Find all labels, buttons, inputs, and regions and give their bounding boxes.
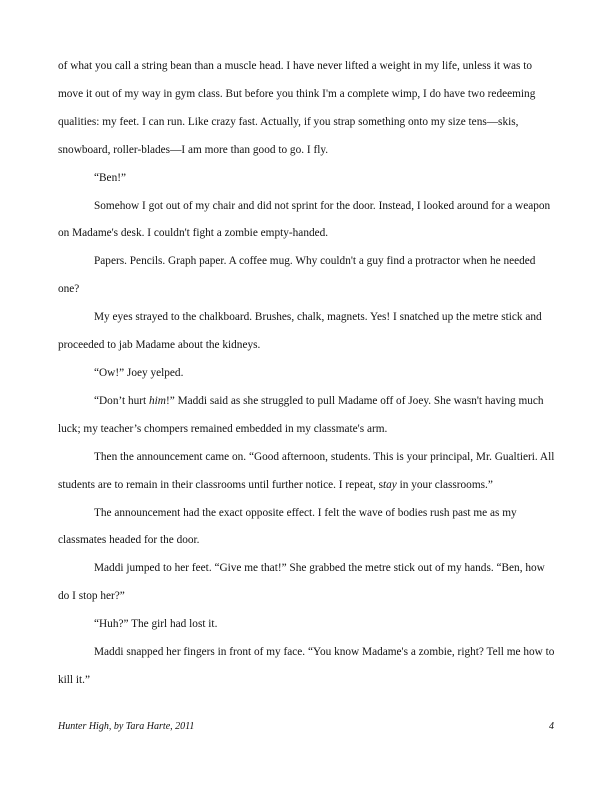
text-run: in your classrooms.” — [396, 478, 493, 491]
paragraph — [58, 388, 558, 444]
text-run: Papers. Pencils. Graph paper. A coffee mug. Why couldn't a guy find a protractor when he needed one? — [58, 255, 536, 296]
text-run: “Don’t hurt — [94, 394, 150, 407]
paragraph — [58, 165, 558, 193]
text-run: of what you call a string bean than a muscle head. I have never lifted a weight in my life, unless it was to move it out of my way in gym class. But before you think I'm a complete wimp, I do have two redeeming qualities: my feet. I can run. Like crazy fast. Actually, if you strap something onto my size tens—skis, snowboard, roller-blades—I am more than good to go. I fly. — [58, 60, 536, 156]
text-run: My eyes strayed to the chalkboard. Brushes, chalk, magnets. Yes! I snatched up the metre stick and proceeded to jab Madame about the kidneys. — [58, 311, 542, 352]
page-footer — [58, 721, 554, 732]
body-text — [58, 53, 558, 695]
text-run: Then the announcement came on. “Good afternoon, students. This is your principal, Mr. Gualtieri. All students are to remain in their classrooms until further notice. I repeat, s — [58, 450, 555, 491]
footer-title: Hunter High, by Tara Harte, 2011 — [58, 721, 195, 732]
text-run: “Ow!” Joey yelped. — [94, 366, 184, 379]
text-run: “Huh?” The girl had lost it. — [94, 618, 218, 631]
paragraph — [58, 500, 558, 556]
emphasis-text: tay — [383, 478, 397, 491]
paragraph — [58, 53, 558, 165]
paragraph — [58, 611, 558, 639]
paragraph — [58, 444, 558, 500]
paragraph — [58, 639, 558, 695]
text-run: Maddi snapped her fingers in front of my face. “You know Madame's a zombie, right? Tell me how to kill it.” — [58, 646, 555, 686]
text-run: Somehow I got out of my chair and did not sprint for the door. Instead, I looked around for a weapon on Madame's desk. I couldn't fight a zombie empty-handed. — [58, 199, 551, 240]
paragraph — [58, 248, 558, 304]
text-run: Maddi jumped to her feet. “Give me that!” She grabbed the metre stick out of my hands. “Ben, how do I stop her?” — [58, 562, 545, 603]
text-run: “Ben!” — [94, 171, 126, 184]
text-run: !” Maddi said as she struggled to pull Madame off of Joey. She wasn't having much luck; my teacher’s chompers remained embedded in my classmate's arm. — [58, 394, 544, 435]
paragraph — [58, 304, 558, 360]
text-run: The announcement had the exact opposite effect. I felt the wave of bodies rush past me as my classmates headed for the door. — [58, 506, 517, 547]
page-number: 4 — [549, 721, 554, 732]
emphasis-text: him — [149, 394, 166, 407]
paragraph — [58, 555, 558, 611]
paragraph — [58, 360, 558, 388]
paragraph — [58, 193, 558, 249]
